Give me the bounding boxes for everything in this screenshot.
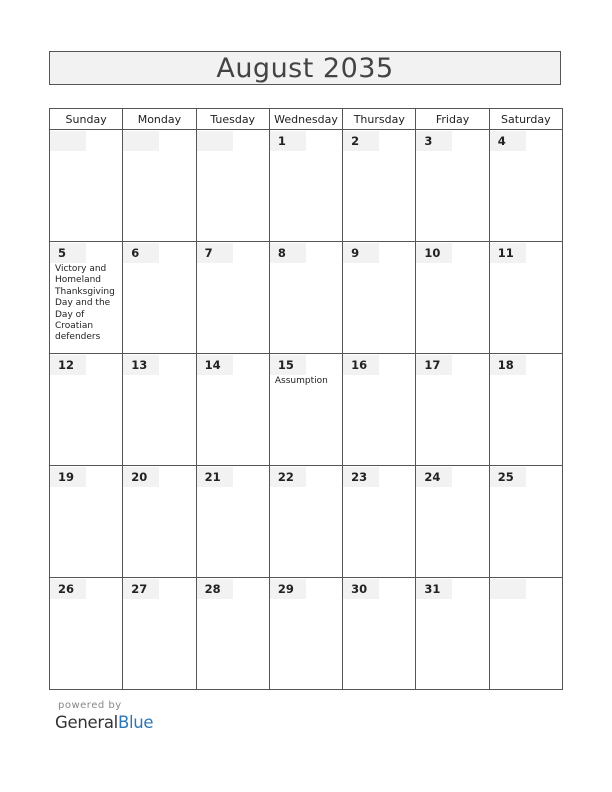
week-row <box>50 578 563 690</box>
day-number: 6 <box>123 243 159 263</box>
day-cell <box>416 578 489 690</box>
day-number: 14 <box>197 355 233 375</box>
day-cell <box>416 130 489 242</box>
day-cell <box>269 578 342 690</box>
day-number: 22 <box>270 467 306 487</box>
day-number: 16 <box>343 355 379 375</box>
day-number <box>50 131 86 151</box>
day-number: 20 <box>123 467 159 487</box>
weekday-header: Monday <box>123 109 196 130</box>
day-cell <box>50 466 123 578</box>
weekday-header: Sunday <box>50 109 123 130</box>
weekday-header: Thursday <box>343 109 416 130</box>
week-row <box>50 242 563 354</box>
day-cell <box>269 242 342 354</box>
day-number: 12 <box>50 355 86 375</box>
day-cell <box>416 242 489 354</box>
day-number: 2 <box>343 131 379 151</box>
day-number: 26 <box>50 579 86 599</box>
day-cell <box>343 354 416 466</box>
day-number: 9 <box>343 243 379 263</box>
day-number: 18 <box>490 355 526 375</box>
day-number: 29 <box>270 579 306 599</box>
powered-by-label: powered by <box>58 700 122 711</box>
day-cell <box>416 466 489 578</box>
day-cell <box>269 354 342 466</box>
holiday-label: Victory and Homeland Thanksgiving Day and the Day of Croatian defenders <box>55 264 115 343</box>
day-cell <box>123 130 196 242</box>
brand-logo[interactable] <box>55 713 153 732</box>
day-cell <box>123 578 196 690</box>
day-cell <box>196 130 269 242</box>
day-number: 11 <box>490 243 526 263</box>
week-row <box>50 354 563 466</box>
week-row <box>50 466 563 578</box>
day-cell <box>50 242 123 354</box>
day-cell <box>343 578 416 690</box>
brand-blue: Blue <box>117 713 154 732</box>
day-cell <box>343 242 416 354</box>
day-number: 4 <box>490 131 526 151</box>
day-cell <box>50 354 123 466</box>
day-cell <box>269 130 342 242</box>
day-number <box>197 131 233 151</box>
weekday-header: Wednesday <box>269 109 342 130</box>
day-number: 23 <box>343 467 379 487</box>
weekday-header-row <box>50 109 563 130</box>
day-cell <box>123 354 196 466</box>
day-number: 8 <box>270 243 306 263</box>
day-number: 1 <box>270 131 306 151</box>
holiday-label: Assumption <box>274 376 328 386</box>
day-cell <box>50 578 123 690</box>
calendar-grid <box>49 108 563 690</box>
day-cell <box>416 354 489 466</box>
day-cell <box>489 242 562 354</box>
day-number: 13 <box>123 355 159 375</box>
week-row <box>50 130 563 242</box>
day-number: 5 <box>50 243 86 263</box>
weekday-header: Tuesday <box>196 109 269 130</box>
day-cell <box>489 354 562 466</box>
day-cell <box>269 466 342 578</box>
calendar-title: August 2035 <box>216 52 394 84</box>
day-cell <box>489 466 562 578</box>
day-number: 17 <box>416 355 452 375</box>
day-cell <box>196 466 269 578</box>
day-number: 3 <box>416 131 452 151</box>
day-cell <box>50 130 123 242</box>
day-cell <box>343 130 416 242</box>
day-number: 27 <box>123 579 159 599</box>
day-number: 15 <box>270 355 306 375</box>
day-cell <box>489 130 562 242</box>
day-number: 19 <box>50 467 86 487</box>
day-number: 21 <box>197 467 233 487</box>
day-number: 25 <box>490 467 526 487</box>
weekday-header: Friday <box>416 109 489 130</box>
day-cell <box>489 578 562 690</box>
day-number: 24 <box>416 467 452 487</box>
day-cell <box>196 242 269 354</box>
day-number <box>123 131 159 151</box>
weekday-header: Saturday <box>489 109 562 130</box>
day-number: 7 <box>197 243 233 263</box>
day-cell <box>196 578 269 690</box>
calendar-title-bar <box>49 51 561 85</box>
day-cell <box>196 354 269 466</box>
day-number: 10 <box>416 243 452 263</box>
day-number <box>490 579 526 599</box>
day-cell <box>123 466 196 578</box>
day-cell <box>123 242 196 354</box>
brand-general: General <box>55 713 118 732</box>
day-cell <box>343 466 416 578</box>
day-number: 31 <box>416 579 452 599</box>
day-number: 28 <box>197 579 233 599</box>
day-number: 30 <box>343 579 379 599</box>
